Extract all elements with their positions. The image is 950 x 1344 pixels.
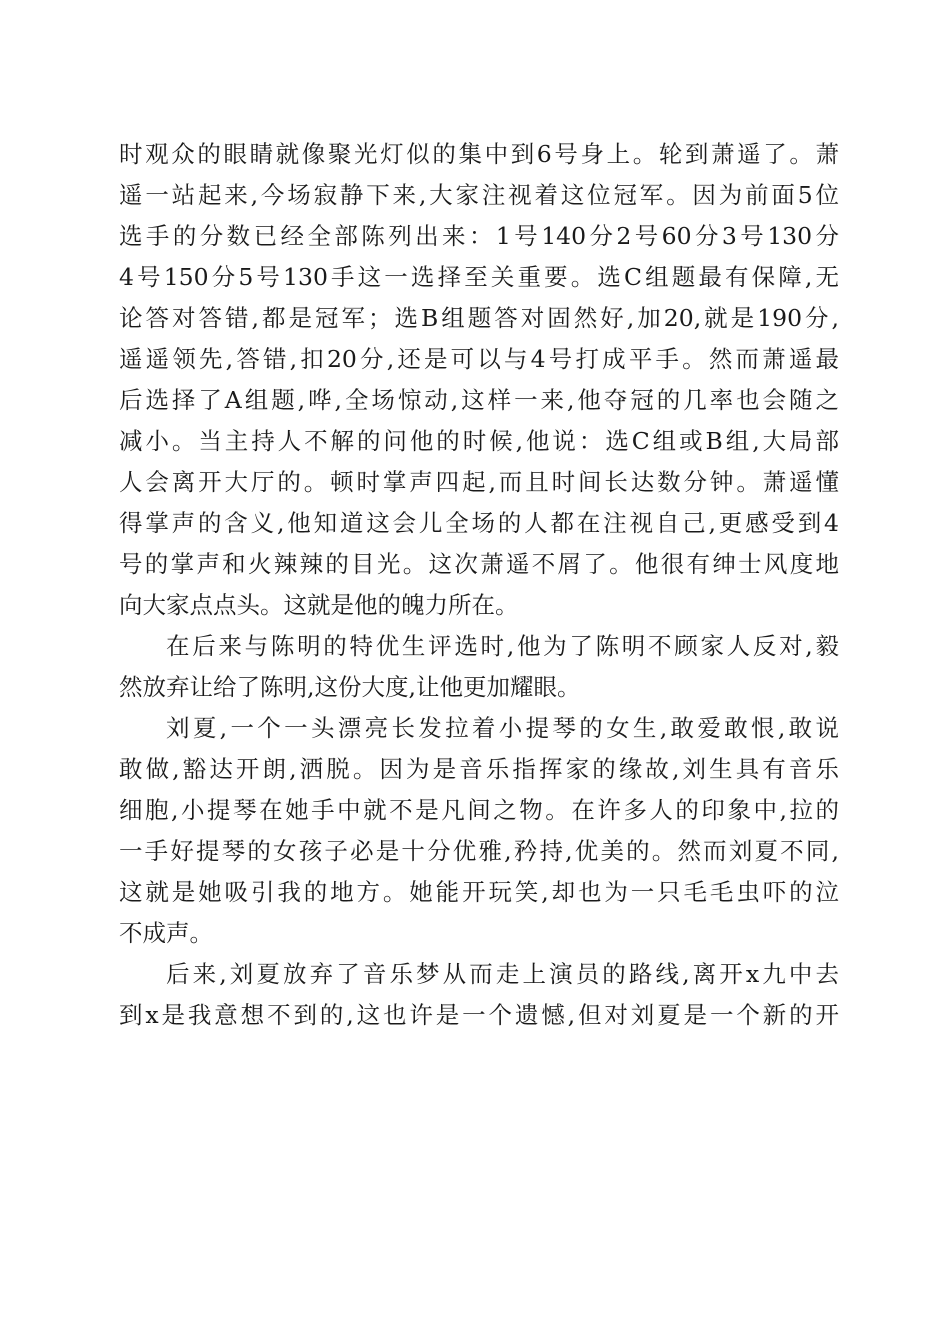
text-line: 刘夏,一个一头漂亮长发拉着小提琴的女生,敢爱敢恨,敢说 — [166, 714, 839, 742]
text-line: 细胞,小提琴在她手中就不是凡间之物。在许多人的印象中,拉的 — [119, 796, 839, 824]
text-line: 到x是我意想不到的,这也许是一个遗憾,但对刘夏是一个新的开 — [119, 1001, 839, 1029]
text-line: 这就是她吸引我的地方。她能开玩笑,却也为一只毛毛虫吓的泣 — [119, 878, 839, 906]
text-line: 减小。当主持人不解的问他的时候,他说：选C组或B组,大局部 — [119, 427, 839, 455]
text-line: 号的掌声和火辣辣的目光。这次萧遥不屑了。他很有绅士风度地 — [119, 550, 839, 578]
text-line: 在后来与陈明的特优生评选时,他为了陈明不顾家人反对,毅 — [166, 632, 839, 660]
text-line: 然放弃让给了陈明,这份大度,让他更加耀眼。 — [119, 673, 581, 701]
text-line: 得掌声的含义,他知道这会儿全场的人都在注视自己,更感受到4 — [119, 509, 839, 537]
text-line: 遥遥领先,答错,扣20分,还是可以与4号打成平手。然而萧遥最 — [119, 345, 839, 373]
text-line: 后选择了A组题,哗,全场惊动,这样一来,他夺冠的几率也会随之 — [119, 386, 839, 414]
text-line: 论答对答错,都是冠军；选B组题答对固然好,加20,就是190分, — [119, 304, 839, 332]
text-line: 4号150分5号130手这一选择至关重要。选C组题最有保障,无 — [119, 263, 839, 291]
text-line: 遥一站起来,今场寂静下来,大家注视着这位冠军。因为前面5位 — [119, 181, 839, 209]
text-line: 一手好提琴的女孩子必是十分优雅,矜持,优美的。然而刘夏不同, — [119, 837, 839, 865]
text-line: 向大家点点头。这就是他的魄力所在。 — [119, 591, 519, 619]
text-line: 敢做,豁达开朗,洒脱。因为是音乐指挥家的缘故,刘生具有音乐 — [119, 755, 839, 783]
text-line: 不成声。 — [119, 919, 213, 947]
text-line: 后来,刘夏放弃了音乐梦从而走上演员的路线,离开x九中去 — [166, 960, 839, 988]
body-text — [119, 134, 839, 1036]
text-line: 时观众的眼睛就像聚光灯似的集中到6号身上。轮到萧遥了。萧 — [119, 140, 839, 168]
text-line: 选手的分数已经全部陈列出来：1号140分2号60分3号130分 — [119, 222, 839, 250]
text-line: 人会离开大厅的。顿时掌声四起,而且时间长达数分钟。萧遥懂 — [119, 468, 839, 496]
